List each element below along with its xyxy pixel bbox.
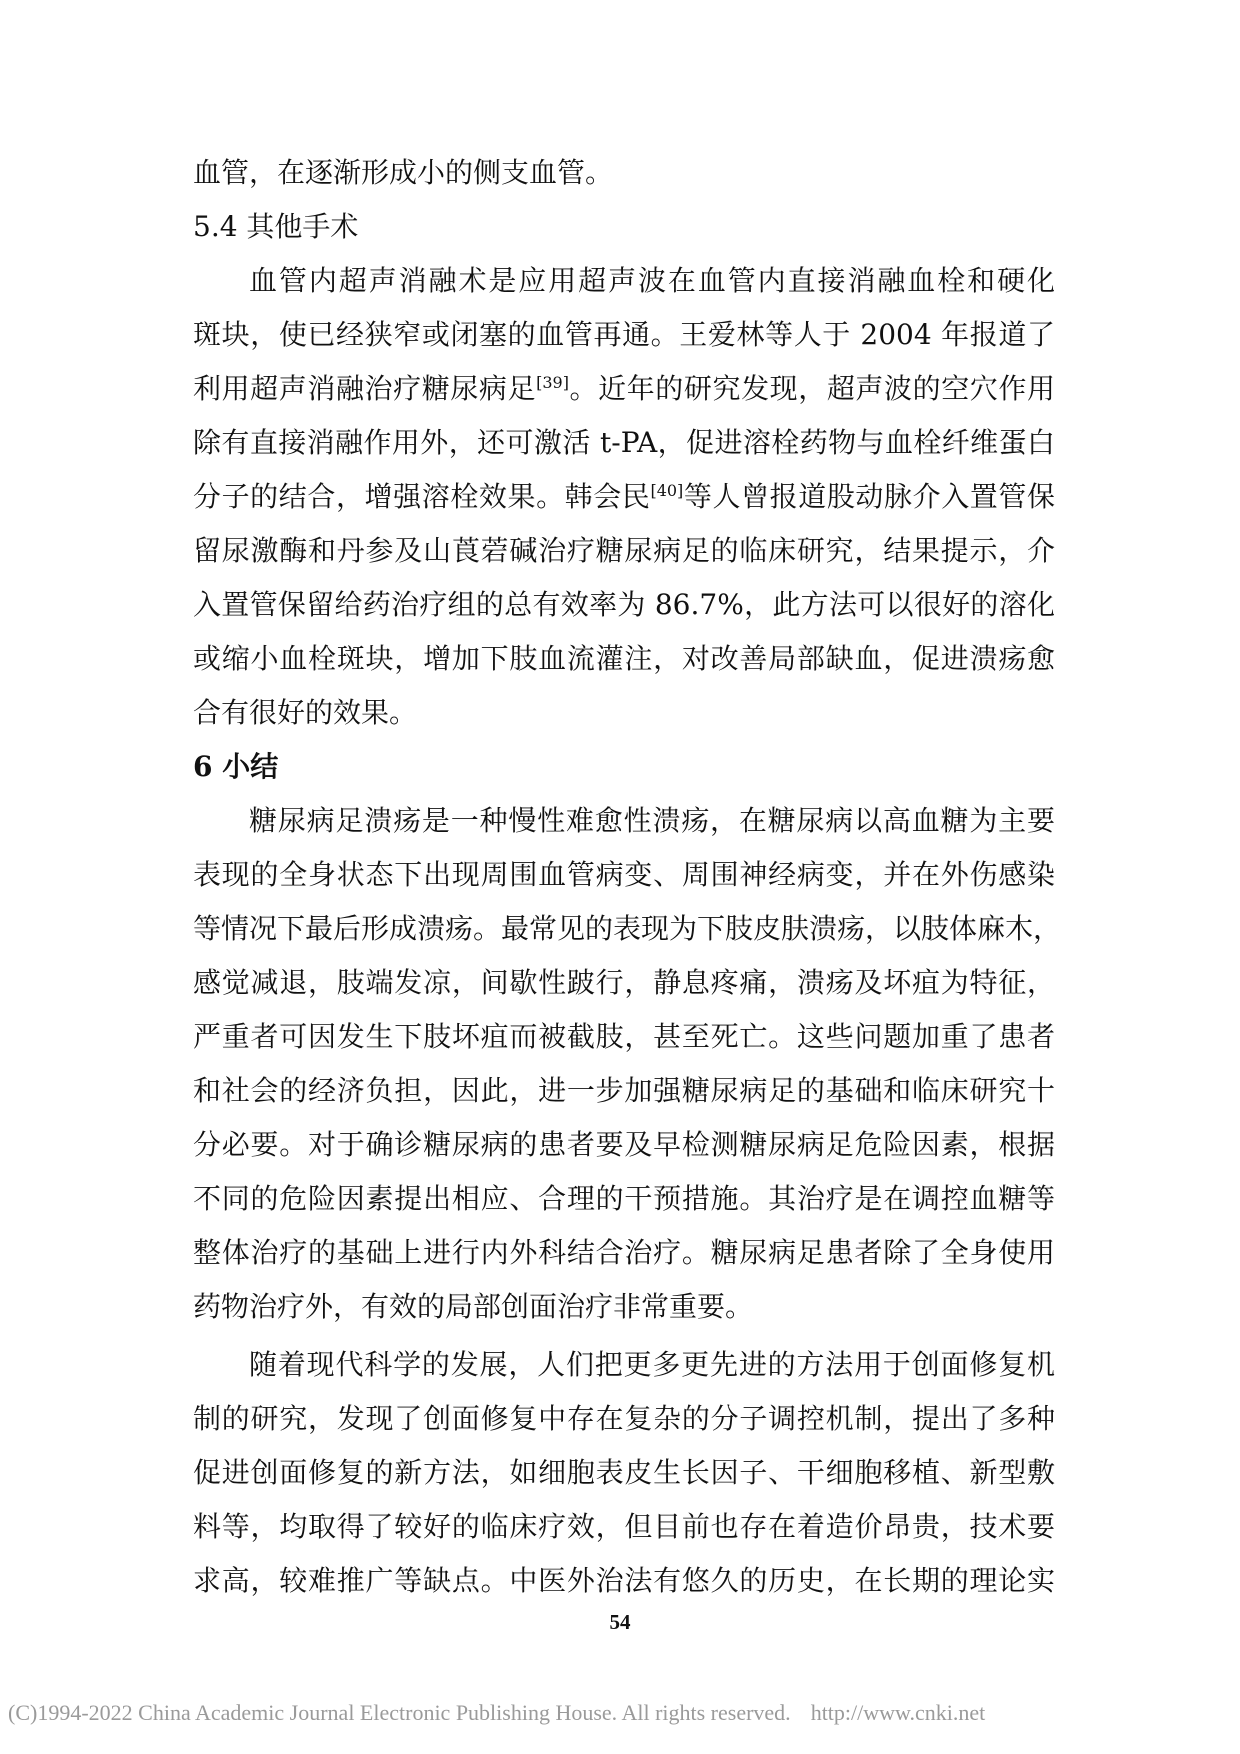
body-text: 。近年的研究发现，超声波的空穴作用 bbox=[568, 372, 1055, 405]
body-text: 分子的结合，增强溶栓效果。韩会民 bbox=[193, 480, 651, 513]
cnki-url: http://www.cnki.net bbox=[810, 1700, 986, 1725]
body-line: 血管，在逐渐形成小的侧支血管。 bbox=[193, 156, 614, 189]
body-line: 严重者可因发生下肢坏疽而被截肢，甚至死亡。这些问题加重了患者 bbox=[193, 1020, 1055, 1053]
page-body bbox=[193, 146, 1062, 1608]
body-line: 表现的全身状态下出现周围血管病变、周围神经病变，并在外伤感染 bbox=[193, 858, 1055, 891]
body-line: 制的研究，发现了创面修复中存在复杂的分子调控机制，提出了多种 bbox=[193, 1402, 1055, 1435]
body-line: 合有很好的效果。 bbox=[193, 696, 418, 729]
body-line: 感觉减退，肢端发凉，间歇性跛行，静息疼痛，溃疡及坏疽为特征， bbox=[193, 966, 1055, 999]
page-number: 54 bbox=[609, 1610, 631, 1634]
citation-40: [40] bbox=[650, 481, 684, 500]
body-line: 除有直接消融作用外，还可激活 t-PA，促进溶栓药物与血栓纤维蛋白 bbox=[193, 426, 1055, 459]
paragraph-summary-2 bbox=[193, 1338, 1055, 1608]
paragraph-summary-1 bbox=[193, 794, 1062, 1334]
body-line: 糖尿病足溃疡是一种慢性难愈性溃疡，在糖尿病以高血糖为主要 bbox=[249, 804, 1055, 837]
copyright-footer bbox=[8, 1700, 1232, 1726]
body-line bbox=[193, 470, 1055, 524]
body-line: 或缩小血栓斑块，增加下肢血流灌注，对改善局部缺血，促进溃疡愈 bbox=[193, 642, 1055, 675]
copyright-text: (C)1994-2022 China Academic Journal Electronic Publishing House. All rights reserved. bbox=[8, 1700, 791, 1725]
body-line: 促进创面修复的新方法，如细胞表皮生长因子、干细胞移植、新型敷 bbox=[193, 1456, 1055, 1489]
body-line: 血管内超声消融术是应用超声波在血管内直接消融血栓和硬化 bbox=[249, 264, 1055, 297]
body-line: 入置管保留给药治疗组的总有效率为 86.7%，此方法可以很好的溶化 bbox=[193, 588, 1055, 621]
body-line: 和社会的经济负担，因此，进一步加强糖尿病足的基础和临床研究十 bbox=[193, 1074, 1055, 1107]
body-line: 等情况下最后形成溃疡。最常见的表现为下肢皮肤溃疡，以肢体麻木， bbox=[193, 912, 1062, 945]
citation-39: [39] bbox=[536, 373, 569, 392]
body-line: 斑块，使已经狭窄或闭塞的血管再通。王爱林等人于 2004 年报道了 bbox=[193, 318, 1055, 351]
section-heading-6: 6 小结 bbox=[193, 750, 279, 783]
body-line: 留尿激酶和丹参及山莨菪碱治疗糖尿病足的临床研究，结果提示，介 bbox=[193, 534, 1055, 567]
body-line: 求高，较难推广等缺点。中医外治法有悠久的历史，在长期的理论实 bbox=[193, 1564, 1055, 1597]
paragraph-ultrasound-ablation bbox=[193, 254, 1055, 740]
section-heading-5-4: 5.4 其他手术 bbox=[193, 210, 359, 243]
body-text: 利用超声消融治疗糖尿病足 bbox=[193, 372, 537, 405]
body-line: 料等，均取得了较好的临床疗效，但目前也存在着造价昂贵，技术要 bbox=[193, 1510, 1055, 1543]
body-line: 不同的危险因素提出相应、合理的干预措施。其治疗是在调控血糖等 bbox=[193, 1182, 1055, 1215]
body-line bbox=[193, 362, 1055, 416]
body-line: 随着现代科学的发展，人们把更多更先进的方法用于创面修复机 bbox=[249, 1348, 1055, 1381]
body-line: 药物治疗外，有效的局部创面治疗非常重要。 bbox=[193, 1290, 754, 1323]
body-line: 分必要。对于确诊糖尿病的患者要及早检测糖尿病足危险因素，根据 bbox=[193, 1128, 1055, 1161]
body-text: 等人曾报道股动脉介入置管保 bbox=[683, 480, 1055, 513]
body-line: 整体治疗的基础上进行内外科结合治疗。糖尿病足患者除了全身使用 bbox=[193, 1236, 1055, 1269]
